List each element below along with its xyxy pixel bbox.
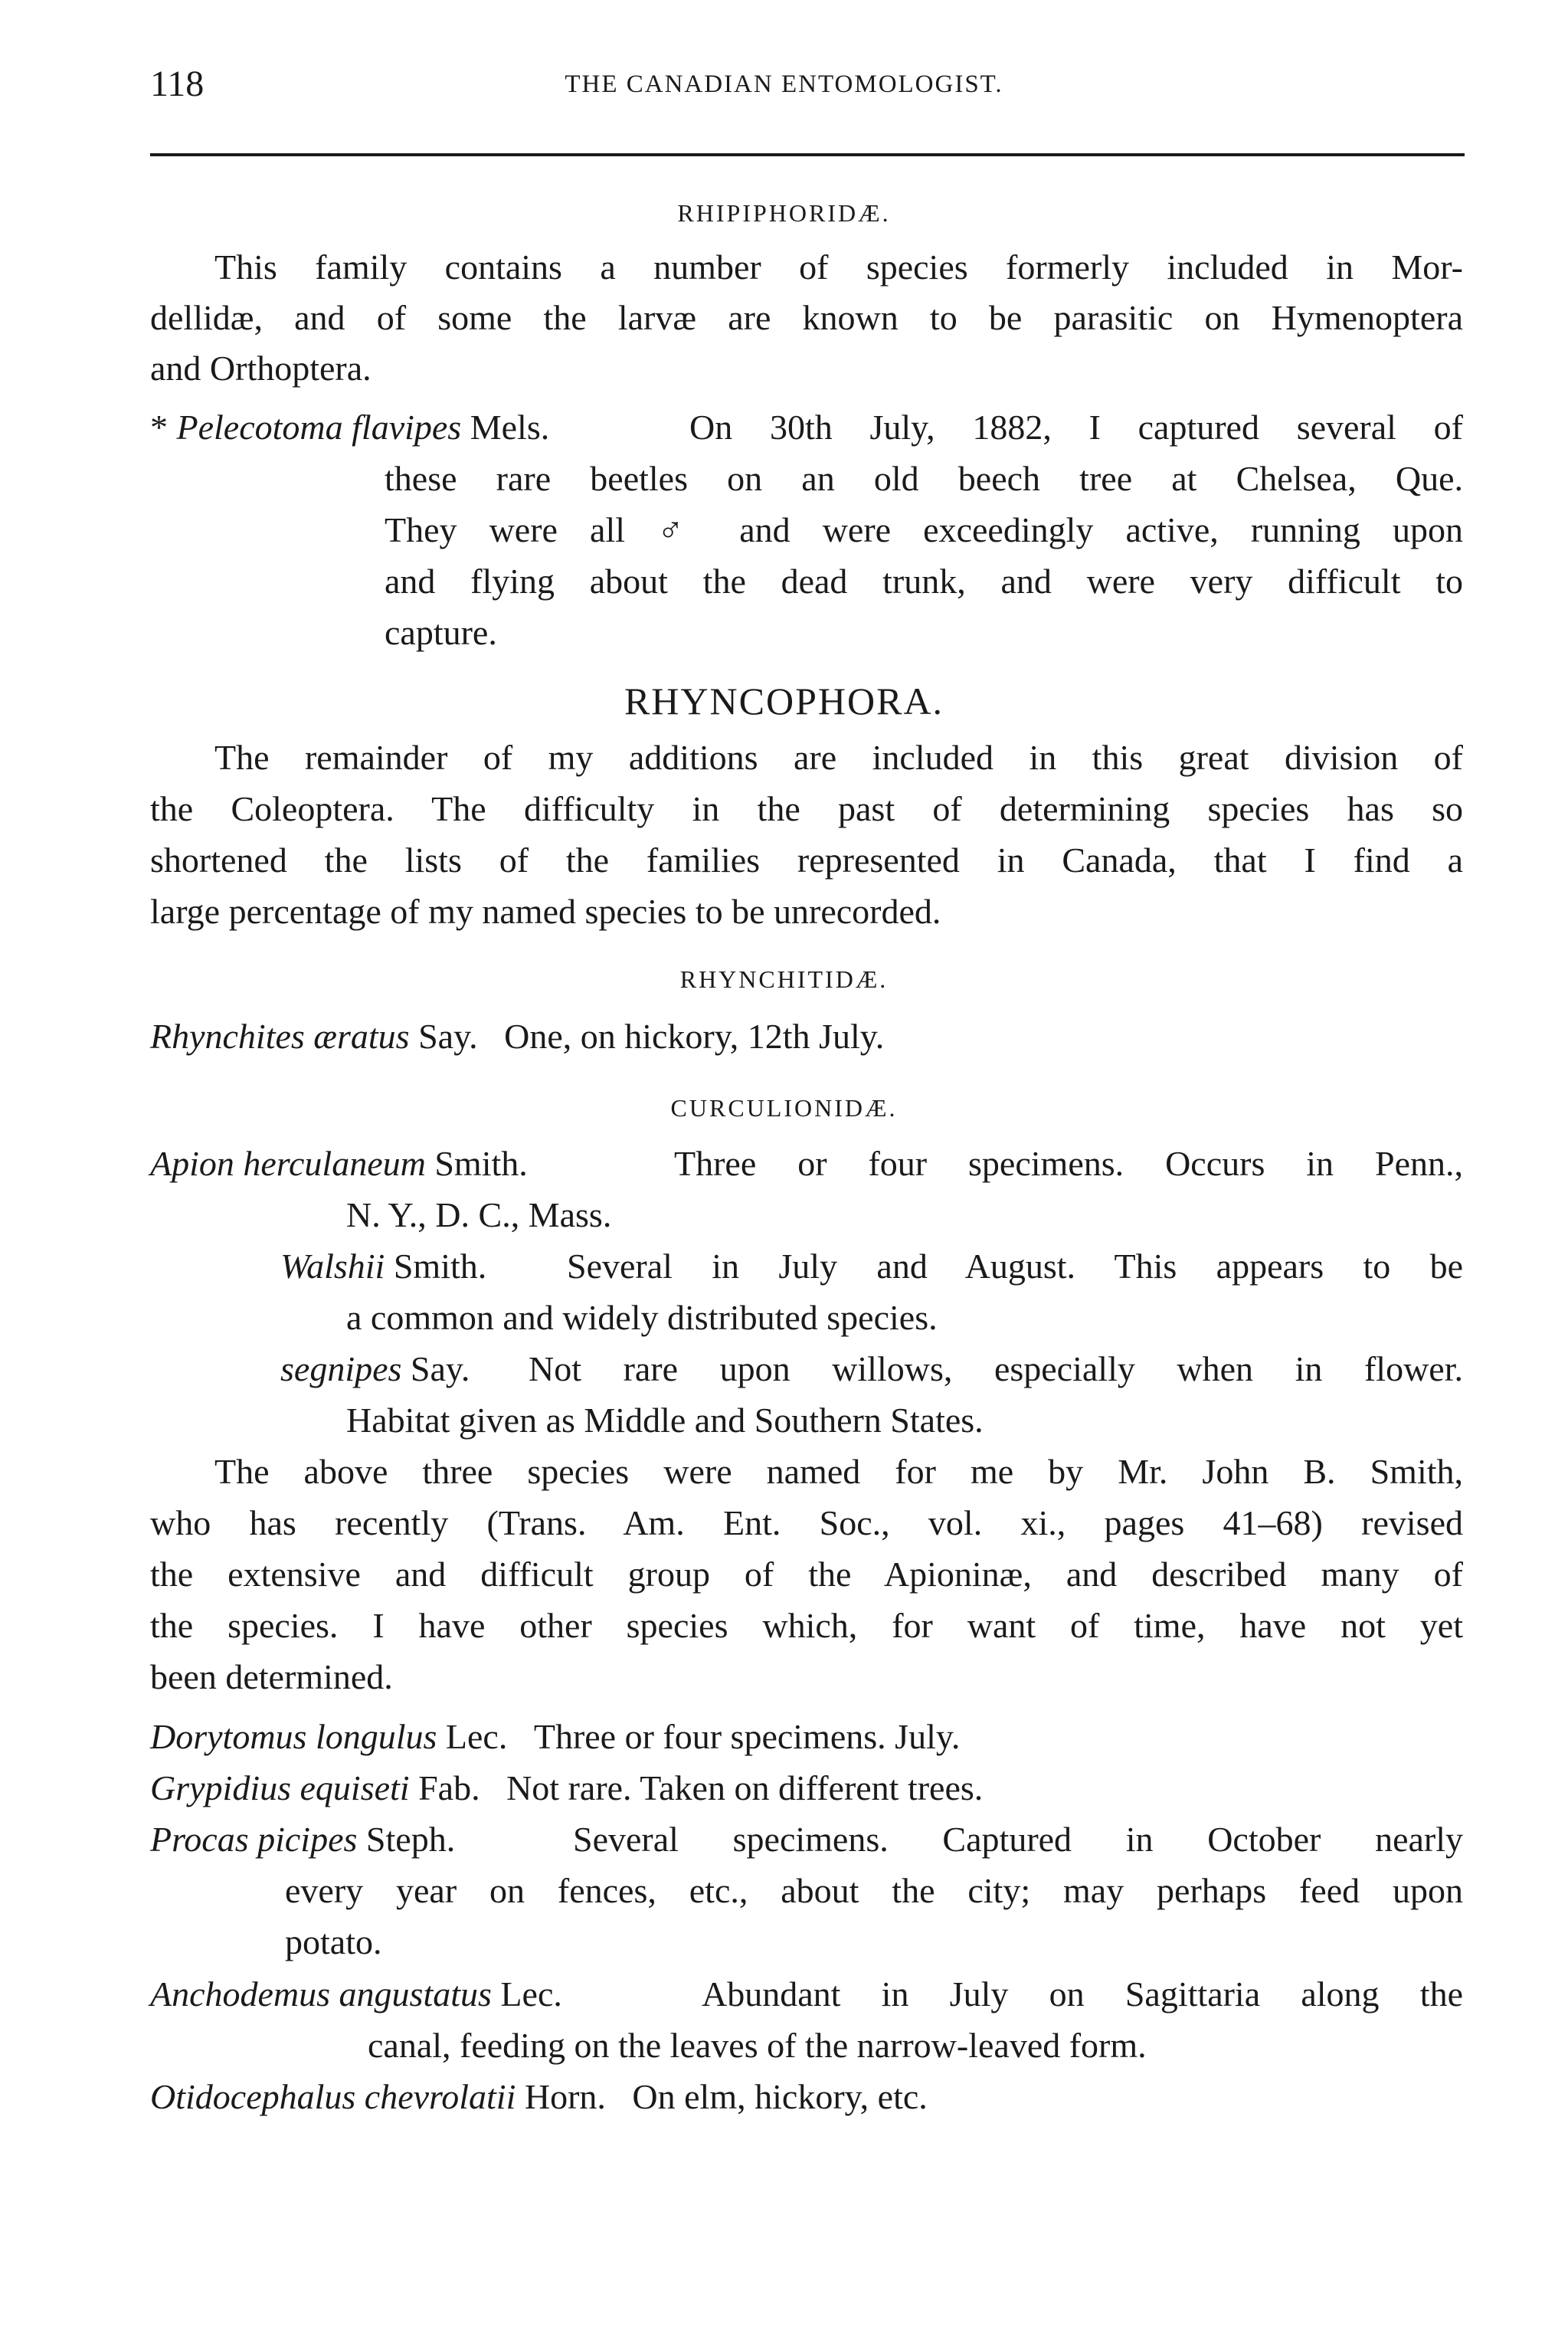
species-entry-pelecotoma <box>150 410 549 445</box>
entry-text: Three or four specimens. July. <box>533 1717 961 1756</box>
species-author: Horn. <box>516 2077 606 2116</box>
species-name: segnipes <box>280 1349 402 1388</box>
species-name: Procas picipes <box>150 1820 358 1859</box>
entry-text-line: canal, feeding on the leaves of the narrow-leaved form. <box>368 2026 1147 2065</box>
species-author: Mels. <box>461 408 550 447</box>
species-name: Dorytomus longulus <box>150 1717 437 1756</box>
entry-text-line: and flying about the dead trunk, and were very difficult to <box>385 562 1463 601</box>
species-name: Anchodemus angustatus <box>150 1974 492 2014</box>
species-entry-procas <box>150 1822 455 1857</box>
species-author: Smith. <box>425 1144 528 1183</box>
paragraph-line: dellidæ, and of some the larvæ are known to be parasitic on Hymenoptera <box>150 298 1463 337</box>
species-name: Walshii <box>280 1247 385 1286</box>
species-name: Apion herculaneum <box>150 1144 426 1183</box>
paragraph-line: large percentage of my named species to be unrecorded. <box>150 892 941 931</box>
entry-text-line: Not rare upon willows, especially when in flower. <box>529 1349 1463 1388</box>
asterisk-mark: * <box>150 408 177 447</box>
species-name: Pelecotoma flavipes <box>176 408 462 447</box>
family-heading-rhynchitidae: RHYNCHITIDÆ. <box>679 965 889 993</box>
entry-text-line: potato. <box>285 1922 382 1961</box>
paragraph-line: the Coleoptera. The difficulty in the past of determining species has so <box>150 789 1463 828</box>
paragraph-line: the extensive and difficult group of the Apioninæ, and described many of <box>150 1555 1463 1594</box>
entry-text-line: every year on fences, etc., about the city; may perhaps feed upon <box>285 1871 1463 1910</box>
species-entry-anchodemus <box>150 1974 562 2014</box>
entry-text-line: capture. <box>385 613 497 652</box>
paragraph-line: The above three species were named for me by Mr. John B. Smith, <box>214 1452 1463 1491</box>
species-entry-otidocephalus <box>150 2079 928 2115</box>
entry-text: Not rare. Taken on different trees. <box>506 1768 984 1807</box>
entry-text: On elm, hickory, etc. <box>632 2077 928 2116</box>
species-name: Otidocephalus chevrolatii <box>150 2077 516 2116</box>
header-rule <box>150 153 1465 156</box>
paragraph-line: and Orthoptera. <box>150 349 372 388</box>
entry-text-line: Abundant in July on Sagittaria along the <box>702 1974 1463 2014</box>
species-name: Rhynchites æratus <box>150 1017 410 1056</box>
species-entry-dorytomus <box>150 1719 960 1755</box>
entry-text-line: Several in July and August. This appears to be <box>567 1247 1463 1286</box>
entry-text-line: On 30th July, 1882, I captured several of <box>689 408 1463 447</box>
entry-text-line: Habitat given as Middle and Southern States. <box>346 1401 984 1440</box>
species-entry-rhynchites <box>150 1019 884 1054</box>
entry-text-line: Several specimens. Captured in October nearly <box>573 1820 1463 1859</box>
species-entry-segnipes <box>280 1349 470 1388</box>
species-author: Say. <box>401 1349 470 1388</box>
species-entry-walshii <box>280 1249 486 1284</box>
paragraph-line: the species. I have other species which, for want of time, have not yet <box>150 1606 1463 1645</box>
paragraph-line: The remainder of my additions are included in this great division of <box>214 738 1463 777</box>
species-author: Fab. <box>409 1768 480 1807</box>
running-title: THE CANADIAN ENTOMOLOGIST. <box>565 70 1003 98</box>
species-author: Smith. <box>385 1247 487 1286</box>
entry-text-line: Three or four specimens. Occurs in Penn., <box>674 1144 1463 1183</box>
species-name: Grypidius equiseti <box>150 1768 410 1807</box>
species-author: Lec. <box>437 1717 508 1756</box>
entry-text-line: a common and widely distributed species. <box>346 1298 938 1337</box>
species-entry-apion <box>150 1146 528 1181</box>
paragraph-line: shortened the lists of the families represented in Canada, that I find a <box>150 840 1463 880</box>
paragraph-line: been determined. <box>150 1657 393 1696</box>
species-author: Lec. <box>491 1974 562 2014</box>
entry-text: One, on hickory, 12th July. <box>504 1017 885 1056</box>
family-heading-rhipiphoridae: RHIPIPHORIDÆ. <box>677 199 891 227</box>
paragraph-line: who has recently (Trans. Am. Ent. Soc., vol. xi., pages 41–68) revised <box>150 1503 1463 1542</box>
species-author: Steph. <box>357 1820 456 1859</box>
family-heading-curculionidae: CURCULIONIDÆ. <box>670 1094 898 1122</box>
species-entry-grypidius <box>150 1768 984 1807</box>
entry-text-line: N. Y., D. C., Mass. <box>346 1195 612 1234</box>
section-heading-rhyncophora: RHYNCOPHORA. <box>624 680 944 723</box>
species-author: Say. <box>409 1017 478 1056</box>
entry-text-line: these rare beetles on an old beech tree at Chelsea, Que. <box>385 459 1463 498</box>
paragraph-line: This family contains a number of species formerly included in Mor- <box>214 247 1463 287</box>
page-number: 118 <box>150 64 205 104</box>
entry-text-line: They were all ♂ and were exceedingly active, running upon <box>385 510 1463 549</box>
